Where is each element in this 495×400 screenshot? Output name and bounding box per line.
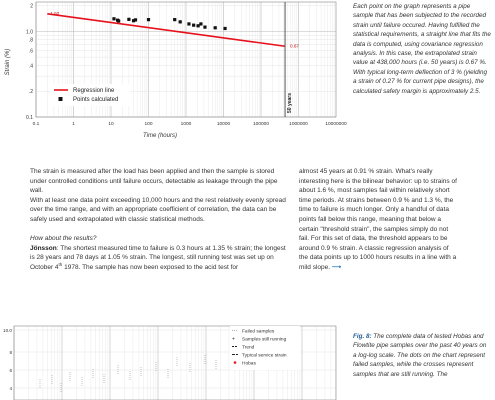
y-tick-label: .6 <box>28 48 33 55</box>
continue-arrow-icon: ⟶ <box>331 263 342 271</box>
y-tick-label: 0.1 <box>26 115 33 121</box>
legend <box>50 84 130 106</box>
annotation-start-value: 1.60 <box>50 10 60 16</box>
data-points <box>40 355 216 393</box>
data-point <box>203 26 206 29</box>
data-point <box>214 26 217 29</box>
figure-caption: Fig. 8: The complete data of tested Hobas and Flowtite pipe samples over the past 40 years on a log-log scale. The dots on the chart represent failed samples, while the crosses represent samples that are still running. The <box>353 333 487 378</box>
y-tick-label: 6 <box>9 368 12 373</box>
x-tick-labels <box>33 121 347 127</box>
legend-service-strain-label: Typical service strain <box>242 353 287 359</box>
legend-point-swatch <box>59 97 63 101</box>
paragraph: Jönsson: The shortest measured time to failure is 0.3 hours at 1.35 % strain; the longest is 28 years and 78 days at 1.05 % strain. The longest, still running test was set up on October 4th 1978. The sample has now been exposed to the acid test for <box>30 244 286 271</box>
paragraph: almost 45 years at 0.91 % strain. What's really interesting here is the bilinear behavior: up to strains of about 1.6 %, most samples fail within relatively short time periods. At strains between 0.9 % and 1.3 %, the time to failure is much longer. Only a handful of data points fall below this range, meaning that below a certain "threshold strain", the samples simply do not fail. For this set of data, the threshold appears to be around 0.9 % strain. A classic regression analysis of the data points up to 1000 hours results in a line with a mild slope. <box>299 168 457 271</box>
x-tick-label: 0.1 <box>32 122 40 127</box>
y-tick-label: 2 <box>30 3 33 10</box>
legend-failed-label: Failed samples <box>242 329 275 335</box>
legend-hobas-label: Hobas <box>242 361 256 367</box>
figure-label: Fig. 8: <box>353 333 372 340</box>
complete-data-chart <box>0 322 340 400</box>
regression-line <box>47 14 285 46</box>
speaker-name: Jönsson <box>30 244 57 252</box>
data-point <box>196 24 199 27</box>
data-point <box>192 24 195 27</box>
data-point <box>147 18 150 21</box>
x-axis-label: Time (hours) <box>143 133 177 139</box>
y-tick-label: .2 <box>28 89 33 96</box>
legend-trend-label: Trend <box>242 345 255 351</box>
text-column-right <box>299 167 459 273</box>
strain-regression-chart <box>0 0 347 148</box>
data-point <box>179 20 182 23</box>
data-point <box>134 18 137 21</box>
y-tick-label: 10.0 <box>3 328 12 333</box>
y-tick-label: 8 <box>9 350 12 355</box>
text-column-left <box>30 167 292 273</box>
legend-running-label: Samples still running <box>242 337 287 343</box>
legend-points-label: Points calculated <box>73 97 119 103</box>
legend <box>230 326 300 370</box>
data-point <box>127 18 130 21</box>
x-tick-label: 1000000 <box>289 122 308 127</box>
data-point <box>187 22 190 25</box>
y-axis-label: Strain (%) <box>5 48 11 76</box>
x-tick-label: 1 <box>72 122 75 127</box>
x-tick-label: 100 <box>144 122 153 127</box>
data-points <box>112 17 226 30</box>
data-point <box>112 17 115 20</box>
x-tick-label: 10000 <box>216 122 231 127</box>
annotation-end-value: 0.67 <box>290 43 300 49</box>
chart-caption-top: Each point on the graph represents a pipe sample that has been subjected to the recorded strain until failure occured. Having fulfilled the statistical requirements, a straight line that fits the data is computed, using covariance regression analysis. In this case, the extrapolated strain value at 438,000 hours (i.e. 50 years) is 0.67 %. With typical long-term deflection of 3 % (yielding a strain of 0.27 % for current pipe designs), the calculated safety margin is approximately 2.5. <box>353 3 491 95</box>
x-tick-label: 10 <box>108 122 114 127</box>
y-tick-label: .8 <box>28 37 33 44</box>
subheading: How about the results? <box>30 235 97 243</box>
data-point <box>199 22 202 25</box>
y-tick-labels <box>3 328 12 391</box>
y-tick-label: .4 <box>28 63 33 70</box>
y-tick-label: 4 <box>9 386 12 391</box>
y-tick-labels <box>26 4 33 121</box>
x-tick-label: 10000000 <box>325 122 347 127</box>
paragraph: The strain is measured after the load has been applied and then the sample is stored under controlled conditions until failure occurs, detectable as leakage through the pipe wall. <box>30 168 278 195</box>
data-point <box>117 19 120 22</box>
legend-regression-label: Regression line <box>73 88 115 94</box>
x-tick-label: 100000 <box>252 122 270 127</box>
paragraph: With at least one data point exceeding 10,000 hours and the rest relatively evenly spread over the time range, and with an appropriate coefficient of correlation, the data can be safely used and extrapolated with classic statistical methods. <box>30 196 286 223</box>
fifty-years-label: 50 years <box>287 92 294 113</box>
x-tick-label: 1000 <box>180 122 192 127</box>
legend-hobas-swatch <box>234 361 237 364</box>
y-tick-label: 1.0 <box>26 29 33 36</box>
legend-running-swatch: + <box>232 336 235 343</box>
data-point <box>223 27 226 30</box>
data-point <box>173 18 176 21</box>
